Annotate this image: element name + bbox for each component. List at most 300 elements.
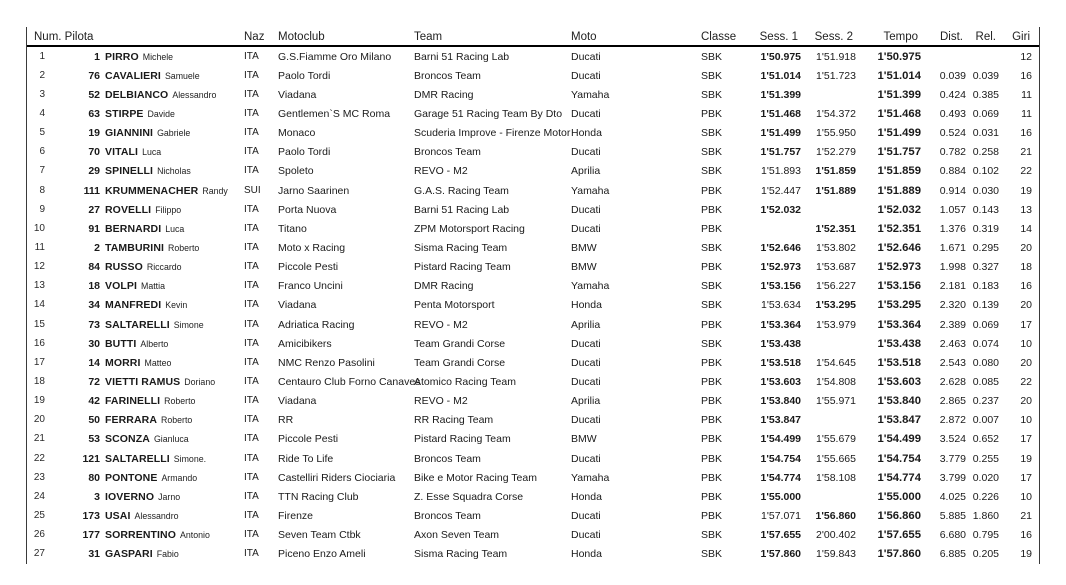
table-row [27,392,1039,411]
moto-cell: Ducati [571,414,601,427]
team-cell: Scuderia Improve - Firenze Motor [414,127,571,140]
relative-gap-cell: 0.327 [972,261,999,274]
motoclub-cell: Seven Team Ctbk [278,529,361,542]
relative-gap-cell: 0.020 [972,471,999,484]
distance-gap-cell: 6.885 [939,548,966,561]
position-cell: 11 [34,241,45,253]
position-cell: 1 [39,50,45,62]
team-cell: Pistard Racing Team [414,261,511,274]
nationality-cell: ITA [244,88,259,100]
pilot-cell [50,89,241,101]
column-header-motoclub: Motoclub [278,31,325,43]
laps-cell: 16 [1020,127,1032,140]
relative-gap-cell: 0.069 [972,318,999,331]
moto-cell: Honda [571,548,602,561]
classe-cell: SBK [701,241,723,254]
moto-cell: Ducati [571,69,601,82]
nationality-cell: ITA [244,280,259,292]
distance-gap-cell: 0.424 [939,88,966,101]
motoclub-cell: Piccole Pesti [278,433,339,446]
pilot-surname: PIRRO [105,50,139,63]
classe-cell: SBK [701,165,723,178]
race-number: 63 [88,107,100,120]
column-header-moto: Moto [571,31,597,43]
classe-cell: PBK [701,452,723,465]
race-number: 29 [88,165,100,178]
classe-cell: PBK [701,433,723,446]
race-number: 80 [88,471,100,484]
laps-cell: 11 [1021,88,1032,101]
race-number: 50 [88,414,100,427]
best-time-cell: 1'51.399 [877,88,921,101]
relative-gap-cell: 0.007 [972,414,999,427]
best-time-cell: 1'54.754 [877,452,921,465]
session2-time-cell: 1'52.351 [815,222,856,235]
nationality-cell: ITA [244,222,259,234]
moto-cell: Ducati [571,509,601,522]
classe-cell: PBK [701,471,723,484]
race-number: 31 [88,548,100,561]
best-time-cell: 1'52.646 [877,241,921,254]
motoclub-cell: Paolo Tordi [278,69,331,82]
pilot-cell [50,280,241,292]
race-number: 84 [88,261,100,274]
pilot-cell [50,548,241,560]
position-cell: 6 [39,146,45,158]
session1-time-cell: 1'52.447 [761,184,801,197]
moto-cell: Ducati [571,50,601,63]
motoclub-cell: Porta Nuova [278,203,337,216]
pilot-surname: VOLPI [105,280,138,293]
session1-time-cell: 1'55.000 [760,490,801,503]
pilot-surname: PONTONE [105,471,158,484]
position-cell: 3 [39,88,45,100]
pilot-surname: SALTARELLI [105,452,170,465]
session2-time-cell: 1'54.372 [816,107,856,120]
team-cell: Sisma Racing Team [414,241,508,254]
laps-cell: 13 [1020,203,1032,216]
distance-gap-cell: 3.799 [939,471,966,484]
nationality-cell: ITA [244,69,259,81]
classe-cell: PBK [701,375,723,388]
pilot-firstname: Alessandro [172,89,217,100]
best-time-cell: 1'51.468 [877,107,921,120]
team-cell: Axon Seven Team [414,529,500,542]
best-time-cell: 1'53.364 [877,318,921,331]
session2-time-cell: 1'54.645 [816,356,856,369]
laps-cell: 17 [1020,318,1032,331]
pilot-cell [50,414,241,426]
team-cell: DMR Racing [414,280,474,293]
pilot-cell [50,357,241,369]
best-time-cell: 1'51.889 [877,184,921,197]
position-cell: 12 [33,261,45,273]
position-cell: 10 [33,222,45,234]
distance-gap-cell: 6.680 [939,529,966,542]
best-time-cell: 1'53.840 [877,395,921,408]
nationality-cell: ITA [244,318,259,330]
best-time-cell: 1'52.032 [877,203,921,216]
best-time-cell: 1'52.351 [877,222,921,235]
relative-gap-cell: 0.258 [972,146,999,159]
pilot-cell [50,510,241,522]
table-row [27,258,1039,277]
pilot-firstname: Gianluca [153,434,189,445]
position-cell: 18 [33,375,45,387]
column-header-giri: Giri [1012,31,1030,43]
pilot-firstname: Roberto [164,396,196,407]
table-row [27,85,1039,104]
team-cell: REVO - M2 [414,395,468,408]
timing-results-table [26,27,1040,564]
best-time-cell: 1'53.156 [877,280,921,293]
classe-cell: PBK [701,509,723,522]
position-cell: 21 [33,433,45,445]
nationality-cell: ITA [244,146,259,158]
race-number: 72 [88,375,100,388]
pilot-firstname: Simone. [173,453,207,464]
session1-time-cell: 1'57.860 [760,548,801,561]
column-header-rel: Rel. [975,31,996,43]
relative-gap-cell: 0.385 [972,88,999,101]
motoclub-cell: Paolo Tordi [278,146,331,159]
table-row [27,238,1039,257]
motoclub-cell: TTN Racing Club [278,490,359,503]
laps-cell: 20 [1020,356,1032,369]
classe-cell: PBK [701,184,723,197]
laps-cell: 19 [1020,548,1032,561]
best-time-cell: 1'51.757 [877,146,921,159]
race-number: 2 [94,241,100,254]
table-row [27,181,1039,200]
session2-time-cell: 1'51.859 [815,165,856,178]
laps-cell: 17 [1020,471,1032,484]
pilot-cell [50,491,241,503]
moto-cell: Ducati [571,356,601,369]
pilot-surname: IOVERNO [105,490,155,503]
column-header-team: Team [414,31,443,43]
nationality-cell: ITA [244,203,259,215]
relative-gap-cell: 0.652 [972,433,999,446]
nationality-cell: ITA [244,452,259,464]
pilot-surname: SALTARELLI [105,318,170,331]
pilot-cell [50,127,241,139]
distance-gap-cell: 2.865 [939,395,966,408]
race-number: 14 [88,356,100,369]
pilot-surname: FARINELLI [105,395,161,408]
session1-time-cell: 1'53.518 [760,356,801,369]
pilot-firstname: Filippo [155,204,182,215]
pilot-surname: KRUMMENACHER [105,184,199,197]
relative-gap-cell: 0.226 [972,490,999,503]
table-row [27,47,1039,66]
team-cell: Barni 51 Racing Lab [414,203,510,216]
moto-cell: Aprilia [571,165,601,178]
table-row [27,296,1039,315]
team-cell: Team Grandi Corse [414,337,506,350]
nationality-cell: ITA [244,337,259,349]
position-cell: 16 [33,337,45,349]
position-cell: 15 [33,318,45,330]
nationality-cell: ITA [244,471,259,483]
laps-cell: 19 [1020,184,1032,197]
pilot-firstname: Davide [147,108,175,119]
relative-gap-cell: 0.795 [972,529,999,542]
distance-gap-cell: 1.671 [939,241,966,254]
moto-cell: BMW [571,241,597,254]
race-number: 30 [88,337,100,350]
team-cell: Barni 51 Racing Lab [414,50,510,63]
position-cell: 2 [39,69,45,81]
motoclub-cell: Viadana [278,395,317,408]
motoclub-cell: Jarno Saarinen [278,184,350,197]
team-cell: Bike e Motor Racing Team [414,471,537,484]
moto-cell: Yamaha [571,184,610,197]
nationality-cell: ITA [244,375,259,387]
session1-time-cell: 1'52.032 [760,203,801,216]
team-cell: DMR Racing [414,88,474,101]
classe-cell: PBK [701,356,723,369]
laps-cell: 19 [1020,452,1032,465]
pilot-firstname: Riccardo [146,262,182,273]
relative-gap-cell: 0.039 [972,69,999,82]
table-row [27,372,1039,391]
laps-cell: 14 [1020,222,1032,235]
column-header-dist: Dist. [940,31,963,43]
table-row [27,277,1039,296]
laps-cell: 11 [1021,107,1032,120]
session2-time-cell: 1'53.295 [815,299,856,312]
best-time-cell: 1'51.499 [877,127,921,140]
pilot-cell [50,395,241,407]
distance-gap-cell: 0.524 [939,127,966,140]
moto-cell: Honda [571,299,602,312]
session1-time-cell: 1'53.840 [760,395,801,408]
motoclub-cell: Centauro Club Forno Canaves [278,375,421,388]
pilot-firstname: Randy [202,185,228,196]
distance-gap-cell: 2.463 [939,337,966,350]
session2-time-cell: 1'56.227 [816,280,856,293]
pilot-surname: DELBIANCO [105,88,169,101]
column-header-num-pilota: Num. Pilota [34,31,94,43]
pilot-cell [50,338,241,350]
nationality-cell: ITA [244,107,259,119]
distance-gap-cell: 4.025 [939,490,966,503]
pilot-surname: VIETTI RAMUS [105,375,181,388]
race-number: 70 [88,146,100,159]
nationality-cell: ITA [244,299,259,311]
distance-gap-cell: 3.779 [939,452,966,465]
table-row [27,430,1039,449]
moto-cell: Honda [571,127,602,140]
laps-cell: 12 [1020,50,1032,63]
column-header-sess2: Sess. 2 [814,31,853,43]
classe-cell: SBK [701,50,723,63]
motoclub-cell: Castelliri Riders Ciociaria [278,471,396,484]
pilot-firstname: Antonio [180,530,210,541]
distance-gap-cell: 2.872 [939,414,966,427]
moto-cell: BMW [571,261,597,274]
table-row [27,526,1039,545]
motoclub-cell: Amicibikers [278,337,332,350]
classe-cell: PBK [701,203,723,216]
position-cell: 9 [39,203,45,215]
pilot-cell [50,319,241,331]
pilot-firstname: Fabio [156,549,179,560]
pilot-surname: MANFREDI [105,299,162,312]
team-cell: Broncos Team [414,509,481,522]
session2-time-cell: 1'58.108 [816,471,856,484]
position-cell: 20 [33,414,45,426]
best-time-cell: 1'52.973 [877,261,921,274]
pilot-cell [50,204,241,216]
table-row [27,66,1039,85]
motoclub-cell: NMC Renzo Pasolini [278,356,375,369]
session1-time-cell: 1'53.847 [760,414,801,427]
laps-cell: 16 [1020,69,1032,82]
team-cell: Pistard Racing Team [414,433,511,446]
motoclub-cell: Adriatica Racing [278,318,355,331]
moto-cell: BMW [571,433,597,446]
pilot-cell [50,146,241,158]
nationality-cell: ITA [244,529,259,541]
race-number: 18 [88,280,100,293]
race-number: 76 [88,69,100,82]
laps-cell: 21 [1020,509,1032,522]
motoclub-cell: Piceno Enzo Ameli [278,548,366,561]
team-cell: Z. Esse Squadra Corse [414,490,524,503]
session2-time-cell: 1'51.918 [816,50,856,63]
race-number: 19 [88,127,100,140]
nationality-cell: SUI [244,184,261,196]
session1-time-cell: 1'53.634 [761,299,801,312]
session1-time-cell: 1'53.603 [760,375,801,388]
session2-time-cell: 1'55.950 [816,127,856,140]
moto-cell: Ducati [571,107,601,120]
session1-time-cell: 1'51.468 [760,107,801,120]
column-header-naz: Naz [244,31,265,43]
race-number: 91 [88,222,100,235]
moto-cell: Yamaha [571,88,610,101]
pilot-cell [50,223,241,235]
nationality-cell: ITA [244,261,259,273]
laps-cell: 22 [1020,375,1032,388]
pilot-surname: RUSSO [105,261,143,274]
race-number: 121 [82,452,100,465]
classe-cell: SBK [701,127,723,140]
moto-cell: Yamaha [571,280,610,293]
nationality-cell: ITA [244,395,259,407]
classe-cell: PBK [701,261,723,274]
table-row [27,143,1039,162]
session2-time-cell: 1'51.889 [815,184,856,197]
team-cell: ZPM Motorsport Racing [414,222,525,235]
best-time-cell: 1'56.860 [877,509,921,522]
moto-cell: Ducati [571,452,601,465]
race-number: 73 [88,318,100,331]
laps-cell: 10 [1020,337,1032,350]
pilot-cell [50,165,241,177]
laps-cell: 16 [1020,280,1032,293]
pilot-cell [50,70,241,82]
laps-cell: 20 [1020,241,1032,254]
session2-time-cell: 1'59.843 [816,548,856,561]
team-cell: Atomico Racing Team [414,375,516,388]
session2-time-cell: 1'53.687 [816,261,856,274]
best-time-cell: 1'53.603 [877,375,921,388]
relative-gap-cell: 1.860 [972,509,999,522]
session1-time-cell: 1'57.655 [760,529,801,542]
motoclub-cell: Viadana [278,88,317,101]
best-time-cell: 1'53.295 [877,299,921,312]
position-cell: 7 [39,165,45,177]
table-row [27,506,1039,525]
table-row [27,449,1039,468]
pilot-firstname: Michele [142,51,174,62]
classe-cell: SBK [701,299,723,312]
best-time-cell: 1'53.518 [877,356,921,369]
motoclub-cell: Gentlemen`S MC Roma [278,107,391,120]
race-number: 1 [94,50,100,63]
session2-time-cell: 1'55.665 [816,452,856,465]
session2-time-cell: 1'51.723 [816,69,856,82]
position-cell: 26 [33,529,45,541]
pilot-firstname: Mattia [141,281,165,292]
session2-time-cell: 1'54.808 [816,375,856,388]
table-row [27,545,1039,564]
race-number: 27 [88,203,100,216]
team-cell: Team Grandi Corse [414,356,506,369]
relative-gap-cell: 0.069 [972,107,999,120]
pilot-firstname: Nicholas [157,166,191,177]
relative-gap-cell: 0.319 [972,222,999,235]
moto-cell: Ducati [571,529,601,542]
column-header-classe: Classe [701,31,737,43]
position-cell: 22 [33,452,45,464]
moto-cell: Ducati [571,203,601,216]
relative-gap-cell: 0.237 [972,395,999,408]
best-time-cell: 1'55.000 [877,490,921,503]
session1-time-cell: 1'51.893 [761,165,801,178]
laps-cell: 17 [1020,433,1032,446]
team-cell: RR Racing Team [414,414,494,427]
nationality-cell: ITA [244,414,259,426]
session1-time-cell: 1'51.014 [760,69,801,82]
motoclub-cell: Ride To Life [278,452,334,465]
pilot-surname: SPINELLI [105,165,154,178]
session2-time-cell: 1'53.979 [816,318,856,331]
table-row [27,124,1039,143]
distance-gap-cell: 1.057 [939,203,966,216]
distance-gap-cell: 2.543 [939,356,966,369]
motoclub-cell: Spoleto [278,165,314,178]
pilot-cell [50,242,241,254]
pilot-surname: BERNARDI [105,222,162,235]
moto-cell: Ducati [571,222,601,235]
pilot-cell [50,453,241,465]
classe-cell: PBK [701,318,723,331]
pilot-firstname: Luca [165,223,185,234]
relative-gap-cell: 0.085 [972,375,999,388]
nationality-cell: ITA [244,127,259,139]
position-cell: 23 [33,471,45,483]
position-cell: 5 [39,127,45,139]
session2-time-cell: 1'56.860 [815,509,856,522]
distance-gap-cell: 2.181 [939,280,966,293]
session1-time-cell: 1'51.399 [760,88,801,101]
pilot-firstname: Roberto [168,242,200,253]
laps-cell: 20 [1020,395,1032,408]
